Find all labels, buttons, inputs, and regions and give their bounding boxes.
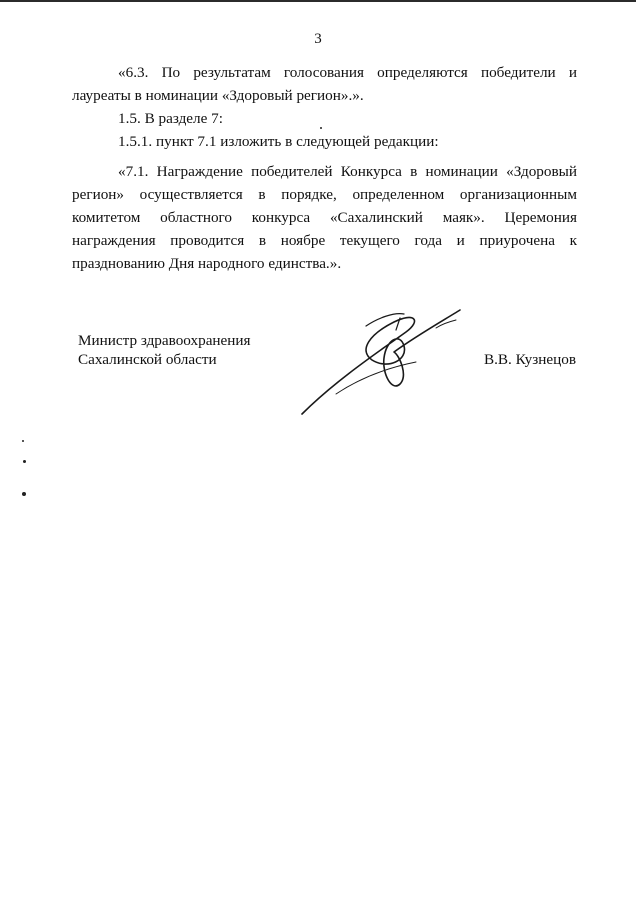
signature-image [296,300,466,422]
paragraph-6-3: «6.3. По результатам голосования определяются победители и лауреаты в номинации «Здоровый регион».». [72,64,577,104]
signer-title [78,331,251,369]
signer-title-line-2: Сахалинской области [78,351,217,368]
paragraph-1-5: 1.5. В разделе 7: [118,110,223,127]
paragraph-1-5-1: 1.5.1. пункт 7.1 изложить в следующей редакции: [118,133,439,150]
scan-speck [23,460,26,463]
paragraph-7-1: «7.1. Награждение победителей Конкурса в номинации «Здоровый регион» осуществляется в порядке, определенном организационным комитетом областного конкурса «Сахалинский маяк». Церемония награждения проводится в ноябре текущего года и приурочена к празднованию Дня народного единства.». [72,163,577,272]
scan-speck [320,127,322,129]
scan-speck [22,492,26,496]
signer-title-line-1: Министр здравоохранения [78,332,251,349]
page-number: 3 [314,31,322,47]
scan-top-edge [0,0,636,2]
signer-name: В.В. Кузнецов [484,351,576,368]
scan-speck [22,440,24,442]
